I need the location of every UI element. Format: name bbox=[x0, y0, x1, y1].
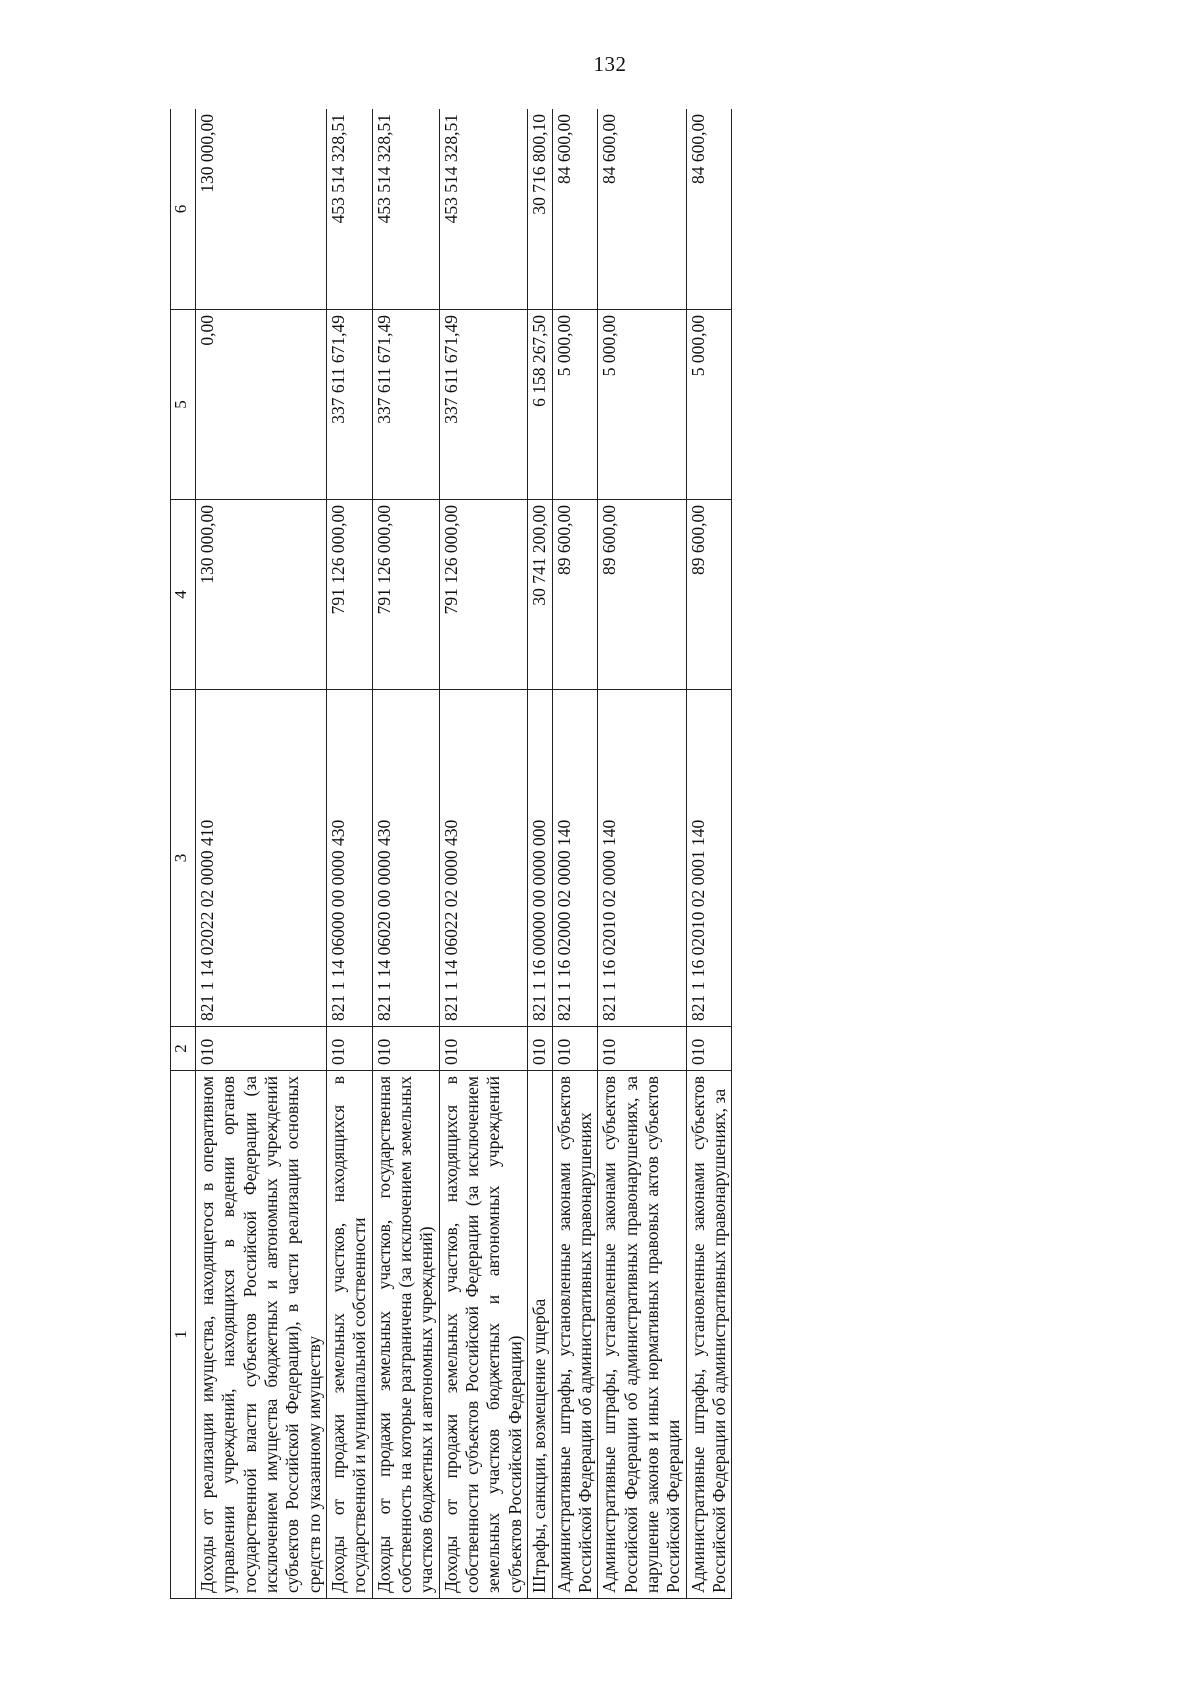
row-budget-code: 821 1 16 02000 02 0000 140 bbox=[552, 690, 598, 1027]
table-row bbox=[327, 109, 373, 1599]
row-remaining: 453 514 328,51 bbox=[327, 109, 373, 310]
row-plan: 89 600,00 bbox=[686, 500, 732, 690]
row-admin-code: 010 bbox=[528, 1027, 552, 1071]
row-plan: 89 600,00 bbox=[598, 500, 686, 690]
row-description: Доходы от реализации имущества, находящегося в оперативном управлении учреждений, находящихся в ведении органов государственной власти субъектов Российской Федерации (за исключением имущества бюджетных и автономных учреждений субъектов Российской Федерации), в части реализации основных средств по указанному имуществу bbox=[196, 1071, 327, 1599]
table-row bbox=[598, 109, 686, 1599]
row-plan: 89 600,00 bbox=[552, 500, 598, 690]
row-executed: 337 611 671,49 bbox=[439, 310, 527, 500]
row-admin-code: 010 bbox=[327, 1027, 373, 1071]
row-executed: 0,00 bbox=[196, 310, 327, 500]
row-remaining: 453 514 328,51 bbox=[372, 109, 439, 310]
row-admin-code: 010 bbox=[372, 1027, 439, 1071]
row-executed: 5 000,00 bbox=[598, 310, 686, 500]
row-description: Штрафы, санкции, возмещение ущерба bbox=[528, 1071, 552, 1599]
header-row bbox=[171, 109, 196, 1599]
col-header-4: 4 bbox=[171, 500, 196, 690]
col-header-3: 3 bbox=[171, 690, 196, 1027]
col-header-1: 1 bbox=[171, 1071, 196, 1599]
table-row bbox=[439, 109, 527, 1599]
row-description: Доходы от продажи земельных участков, находящихся в государственной и муниципальной собственности bbox=[327, 1071, 373, 1599]
row-budget-code: 821 1 14 06020 00 0000 430 bbox=[372, 690, 439, 1027]
row-budget-code: 821 1 16 02010 02 0001 140 bbox=[686, 690, 732, 1027]
row-plan: 791 126 000,00 bbox=[327, 500, 373, 690]
row-remaining: 130 000,00 bbox=[196, 109, 327, 310]
col-header-6: 6 bbox=[171, 109, 196, 310]
row-remaining: 30 716 800,10 bbox=[528, 109, 552, 310]
row-remaining: 84 600,00 bbox=[686, 109, 732, 310]
row-budget-code: 821 1 14 06000 00 0000 430 bbox=[327, 690, 373, 1027]
row-executed: 337 611 671,49 bbox=[372, 310, 439, 500]
row-executed: 5 000,00 bbox=[686, 310, 732, 500]
row-plan: 791 126 000,00 bbox=[372, 500, 439, 690]
table-row bbox=[372, 109, 439, 1599]
row-executed: 6 158 267,50 bbox=[528, 310, 552, 500]
row-budget-code: 821 1 14 06022 02 0000 430 bbox=[439, 690, 527, 1027]
rotated-table-area bbox=[170, 109, 1110, 1599]
row-admin-code: 010 bbox=[598, 1027, 686, 1071]
row-budget-code: 821 1 16 02010 02 0000 140 bbox=[598, 690, 686, 1027]
row-remaining: 84 600,00 bbox=[552, 109, 598, 310]
revenue-table bbox=[170, 109, 732, 1599]
col-header-2: 2 bbox=[171, 1027, 196, 1071]
row-admin-code: 010 bbox=[686, 1027, 732, 1071]
row-description: Административные штрафы, установленные законами субъектов Российской Федерации об административных правонарушениях, за bbox=[686, 1071, 732, 1599]
row-remaining: 453 514 328,51 bbox=[439, 109, 527, 310]
row-admin-code: 010 bbox=[552, 1027, 598, 1071]
row-budget-code: 821 1 16 00000 00 0000 000 bbox=[528, 690, 552, 1027]
table-row bbox=[686, 109, 732, 1599]
row-plan: 30 741 200,00 bbox=[528, 500, 552, 690]
row-description: Административные штрафы, установленные законами субъектов Российской Федерации об административных правонарушениях bbox=[552, 1071, 598, 1599]
table-row bbox=[552, 109, 598, 1599]
row-description: Административные штрафы, установленные законами субъектов Российской Федерации об административных правонарушениях, за нарушение законов и иных нормативных правовых актов субъектов Российской Федерации bbox=[598, 1071, 686, 1599]
row-admin-code: 010 bbox=[439, 1027, 527, 1071]
row-description: Доходы от продажи земельных участков, государственная собственность на которые разграничена (за исключением земельных участков бюджетных и автономных учреждений) bbox=[372, 1071, 439, 1599]
row-remaining: 84 600,00 bbox=[598, 109, 686, 310]
row-plan: 791 126 000,00 bbox=[439, 500, 527, 690]
page-number: 132 bbox=[593, 52, 627, 76]
table-row bbox=[528, 109, 552, 1599]
row-description: Доходы от продажи земельных участков, находящихся в собственности субъектов Российской Федерации (за исключением земельных участков бюджетных и автономных учреждений субъектов Российской Федерации) bbox=[439, 1071, 527, 1599]
table-row bbox=[196, 109, 327, 1599]
row-executed: 337 611 671,49 bbox=[327, 310, 373, 500]
col-header-5: 5 bbox=[171, 310, 196, 500]
row-executed: 5 000,00 bbox=[552, 310, 598, 500]
row-plan: 130 000,00 bbox=[196, 500, 327, 690]
row-admin-code: 010 bbox=[196, 1027, 327, 1071]
row-budget-code: 821 1 14 02022 02 0000 410 bbox=[196, 690, 327, 1027]
table-landscape bbox=[170, 109, 1110, 1599]
